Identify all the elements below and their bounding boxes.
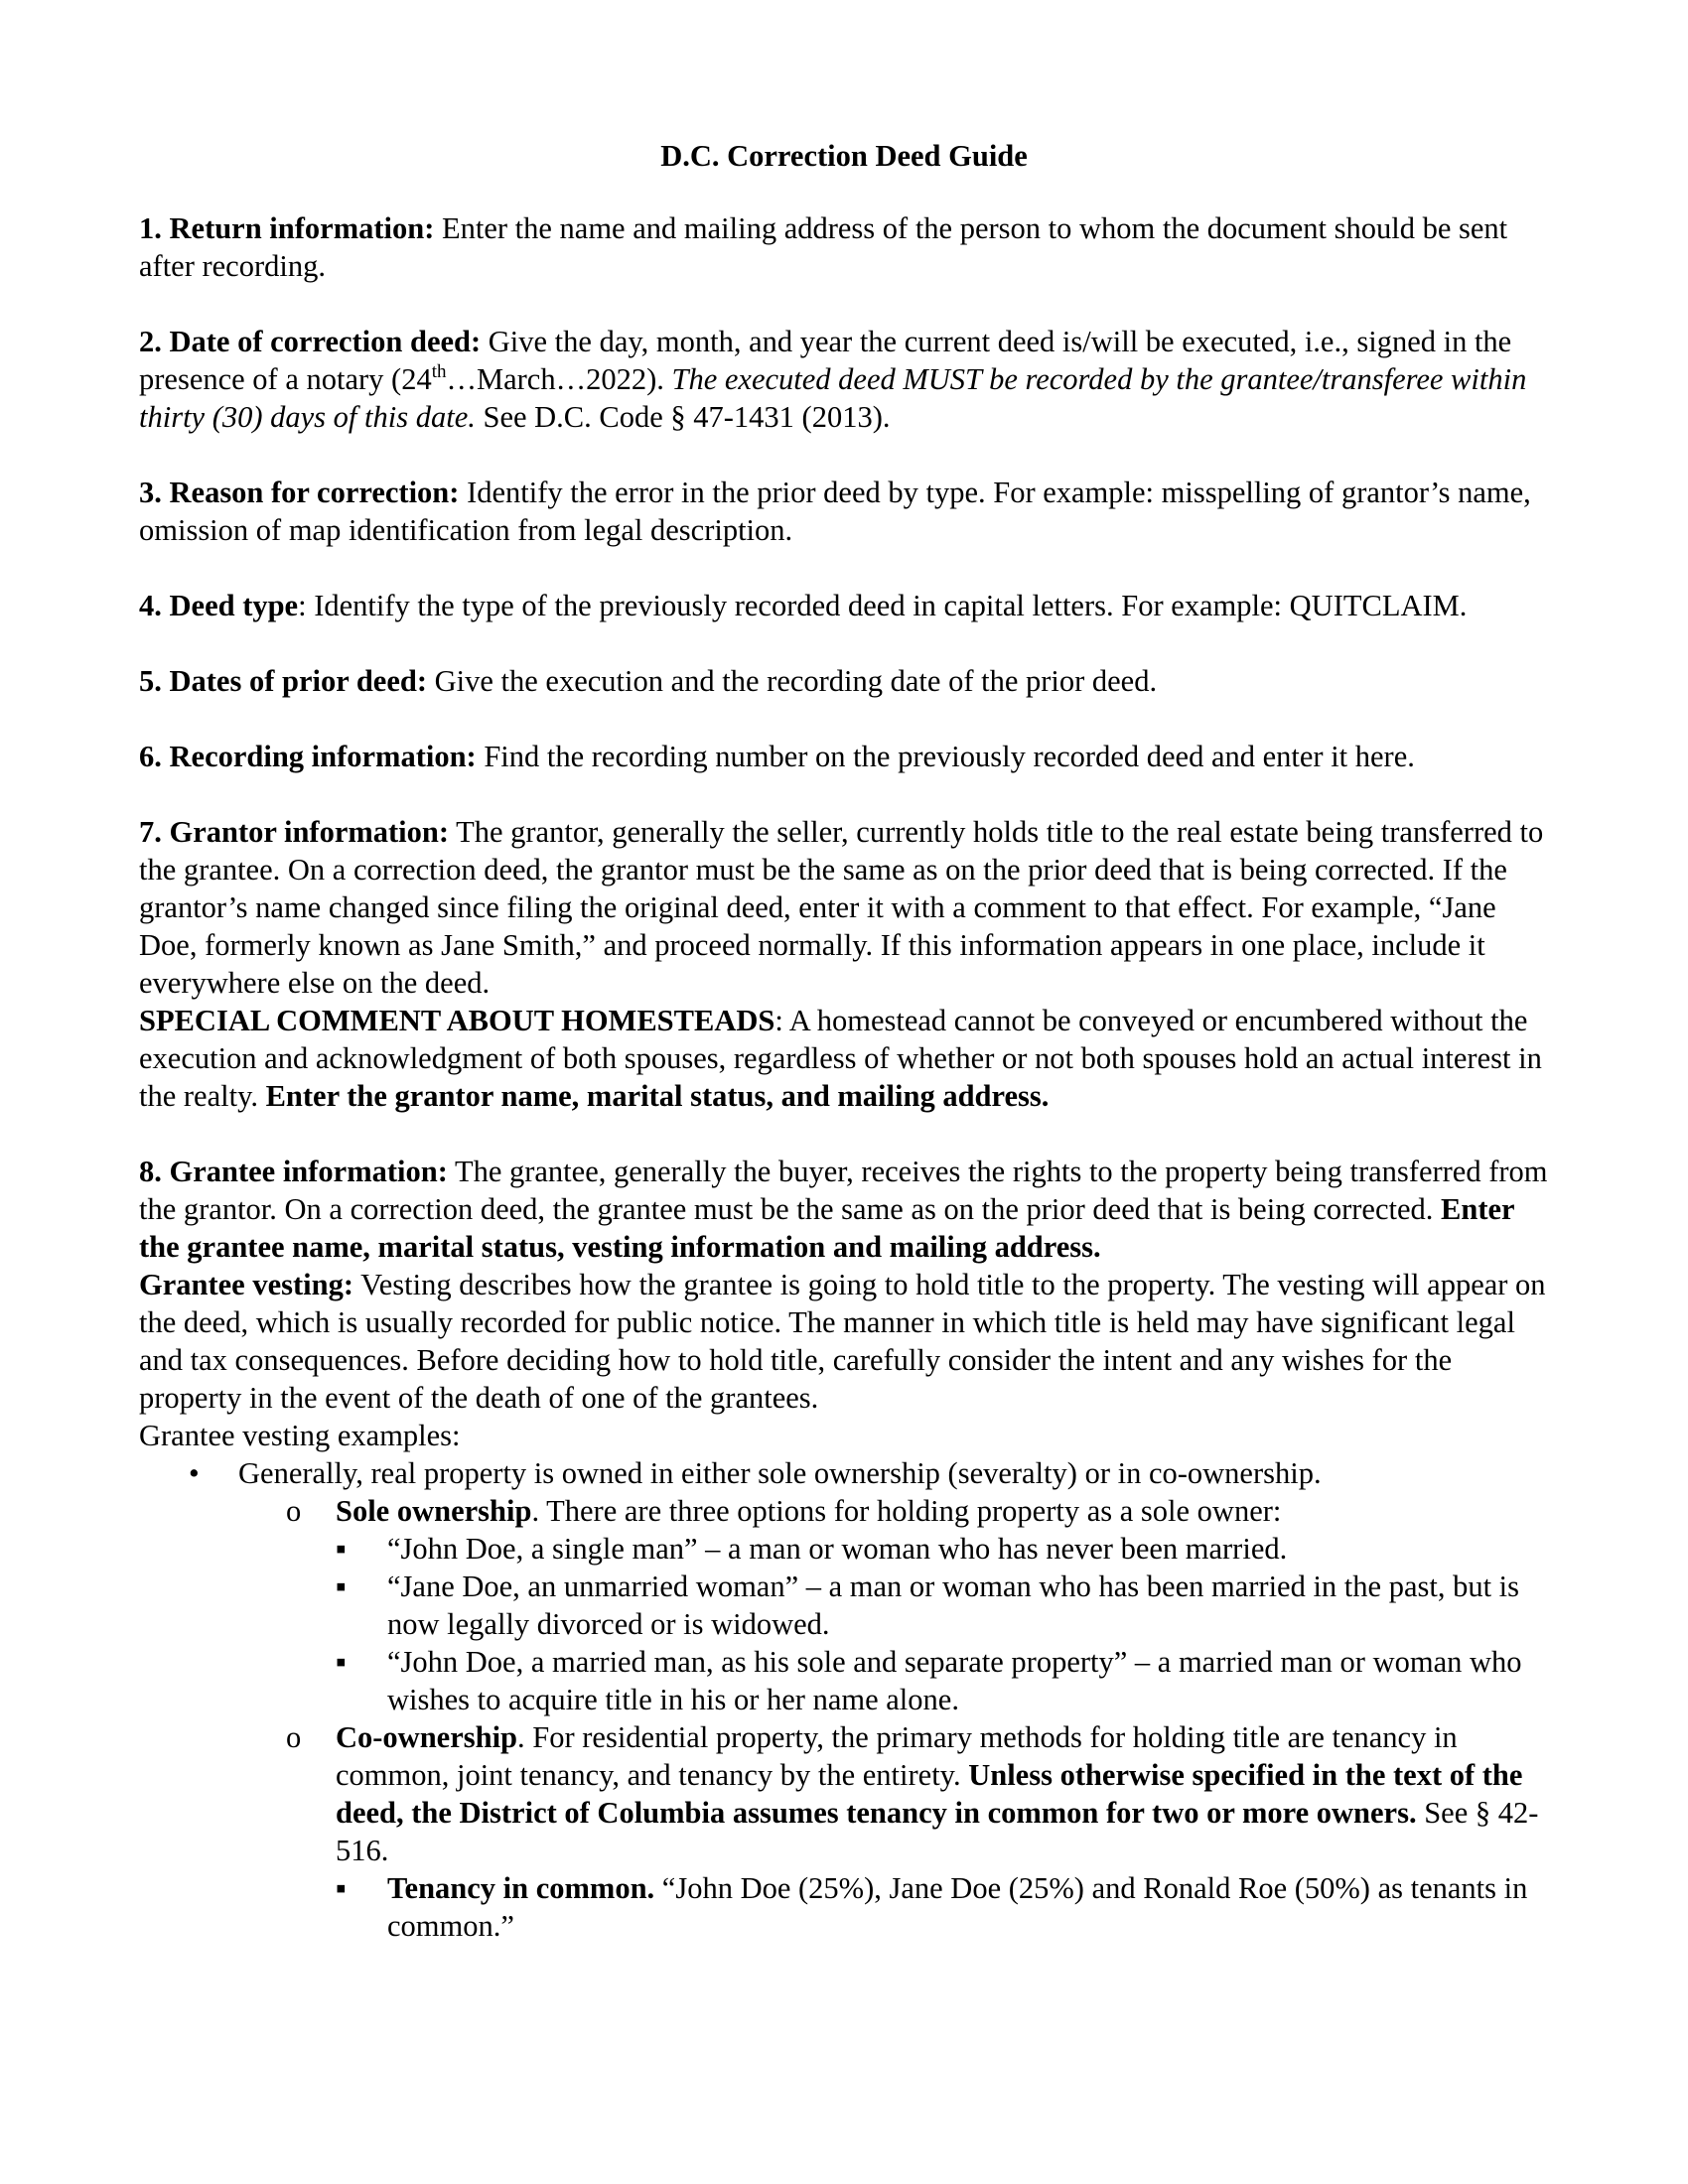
square-marker: ▪ <box>336 1645 347 1679</box>
section-text: …March…2022). <box>446 362 672 396</box>
ordinal-suffix: th <box>431 361 447 382</box>
section-heading: 1. Return information: <box>139 211 435 245</box>
section-text: The grantee, generally the buyer, receives the rights to the property being transferred from the grantor. On a correction deed, the grantee must be the same as on the prior deed that is being corrected. <box>139 1155 1548 1226</box>
document-title: D.C. Correction Deed Guide <box>660 139 1028 173</box>
section-heading: 3. Reason for correction: <box>139 476 460 509</box>
section-date-of-correction-deed <box>139 323 1549 436</box>
co-ownership-text: . For residential property, the primary methods for holding title are tenancy in common, joint tenancy, and tenancy by the entirety. <box>336 1720 1458 1792</box>
section-text: The grantor, generally the seller, currently holds title to the real estate being transferred to the grantee. On a correction deed, the grantor must be the same as on the prior deed that is being corrected. If the grantor’s name changed since filing the original deed, enter it with a comment to that effect. For example, “Jane Doe, formerly known as Jane Smith,” and proceed normally. If this information appears in one place, include it everywhere else on the deed. <box>139 815 1544 1000</box>
section-heading: 8. Grantee information: <box>139 1155 448 1188</box>
list-item-text: “Jane Doe, an unmarried woman” – a man or woman who has been married in the past, but is now legally divorced or is widowed. <box>387 1570 1520 1641</box>
section-text: Enter the name and mailing address of the person to whom the document should be sent after recording. <box>139 211 1508 283</box>
section-deed-type <box>139 587 1549 624</box>
section-heading: 7. Grantor information: <box>139 815 450 849</box>
code-citation: See § 42-516. <box>336 1796 1539 1867</box>
document-body <box>139 137 1549 1945</box>
co-ownership-examples <box>336 1869 1549 1945</box>
grantor-instruction: Enter the grantor name, marital status, and mailing address. <box>265 1079 1050 1113</box>
code-citation: See D.C. Code § 47-1431 (2013). <box>475 400 891 434</box>
section-recording-information <box>139 738 1549 775</box>
grantee-instruction: Enter the grantee name, marital status, vesting information and mailing address. <box>139 1192 1515 1264</box>
section-heading: 2. Date of correction deed: <box>139 325 482 358</box>
vesting-list <box>139 1454 1549 1492</box>
tenancy-default-rule: Unless otherwise specified in the text of the deed, the District of Columbia assumes tenancy in common for two or more owners. <box>336 1758 1523 1830</box>
section-heading: 6. Recording information: <box>139 740 477 773</box>
vesting-text: Vesting describes how the grantee is going to hold title to the property. The vesting will appear on the deed, which is usually recorded for public notice. The manner in which title is held may have significant legal and tax consequences. Before deciding how to hold title, carefully consider the intent and any wishes for the property in the event of the death of one of the grantees. <box>139 1268 1546 1415</box>
list-item <box>336 1643 1549 1718</box>
square-marker: ▪ <box>336 1871 347 1905</box>
circle-marker: o <box>286 1494 302 1528</box>
tenancy-in-common-heading: Tenancy in common. <box>387 1871 655 1905</box>
section-reason-for-correction <box>139 474 1549 549</box>
section-text: Identify the error in the prior deed by type. For example: misspelling of grantor’s name, omission of map identification from legal description. <box>139 476 1531 547</box>
sole-ownership-text: . There are three options for holding property as a sole owner: <box>531 1494 1282 1528</box>
list-item-text: “John Doe, a single man” – a man or woman who has never been married. <box>387 1532 1288 1566</box>
section-text: Give the execution and the recording date of the prior deed. <box>427 664 1158 698</box>
list-item-co-ownership <box>236 1718 1549 1945</box>
sole-ownership-heading: Sole ownership <box>336 1494 532 1528</box>
section-return-information <box>139 209 1549 285</box>
section-dates-of-prior-deed <box>139 662 1549 700</box>
sole-ownership-examples <box>336 1530 1549 1718</box>
section-grantee-information <box>139 1153 1549 1266</box>
tenancy-in-common-example: “John Doe (25%), Jane Doe (25%) and Ronald Roe (50%) as tenants in common.” <box>387 1871 1528 1943</box>
grantee-vesting <box>139 1266 1549 1417</box>
ownership-options-list <box>137 1492 1549 1945</box>
section-heading: 4. Deed type <box>139 589 299 622</box>
homestead-comment <box>139 1002 1549 1115</box>
list-item-sole-ownership <box>236 1492 1549 1718</box>
recording-deadline-note: The executed deed MUST be recorded by the grantee/transferee within thirty (30) days of this date. <box>139 362 1527 434</box>
vesting-examples-label: Grantee vesting examples: <box>139 1419 461 1452</box>
section-heading: 5. Dates of prior deed: <box>139 664 427 698</box>
homestead-heading: SPECIAL COMMENT ABOUT HOMESTEADS <box>139 1004 775 1037</box>
list-item-text: “John Doe, a married man, as his sole and separate property” – a married man or woman who wishes to acquire title in his or her name alone. <box>387 1645 1522 1716</box>
square-marker: ▪ <box>336 1570 347 1603</box>
section-text: Give the day, month, and year the current deed is/will be executed, i.e., signed in the presence of a notary (24 <box>139 325 1512 396</box>
homestead-text: : A homestead cannot be conveyed or encumbered without the execution and acknowledgment of both spouses, regardless of whether or not both spouses hold an actual interest in the realty. <box>139 1004 1542 1113</box>
list-item <box>336 1530 1549 1568</box>
bullet-marker: • <box>189 1456 200 1490</box>
section-text: : Identify the type of the previously recorded deed in capital letters. For example: QUITCLAIM. <box>298 589 1468 622</box>
list-item-text: Generally, real property is owned in either sole ownership (severalty) or in co-ownership. <box>238 1456 1322 1490</box>
list-item <box>336 1869 1549 1945</box>
list-item <box>336 1568 1549 1643</box>
circle-marker: o <box>286 1720 302 1754</box>
section-text: Find the recording number on the previously recorded deed and enter it here. <box>476 740 1415 773</box>
vesting-heading: Grantee vesting: <box>139 1268 353 1301</box>
list-item <box>139 1454 1549 1492</box>
section-grantor-information <box>139 813 1549 1002</box>
co-ownership-heading: Co-ownership <box>336 1720 518 1754</box>
square-marker: ▪ <box>336 1532 347 1566</box>
